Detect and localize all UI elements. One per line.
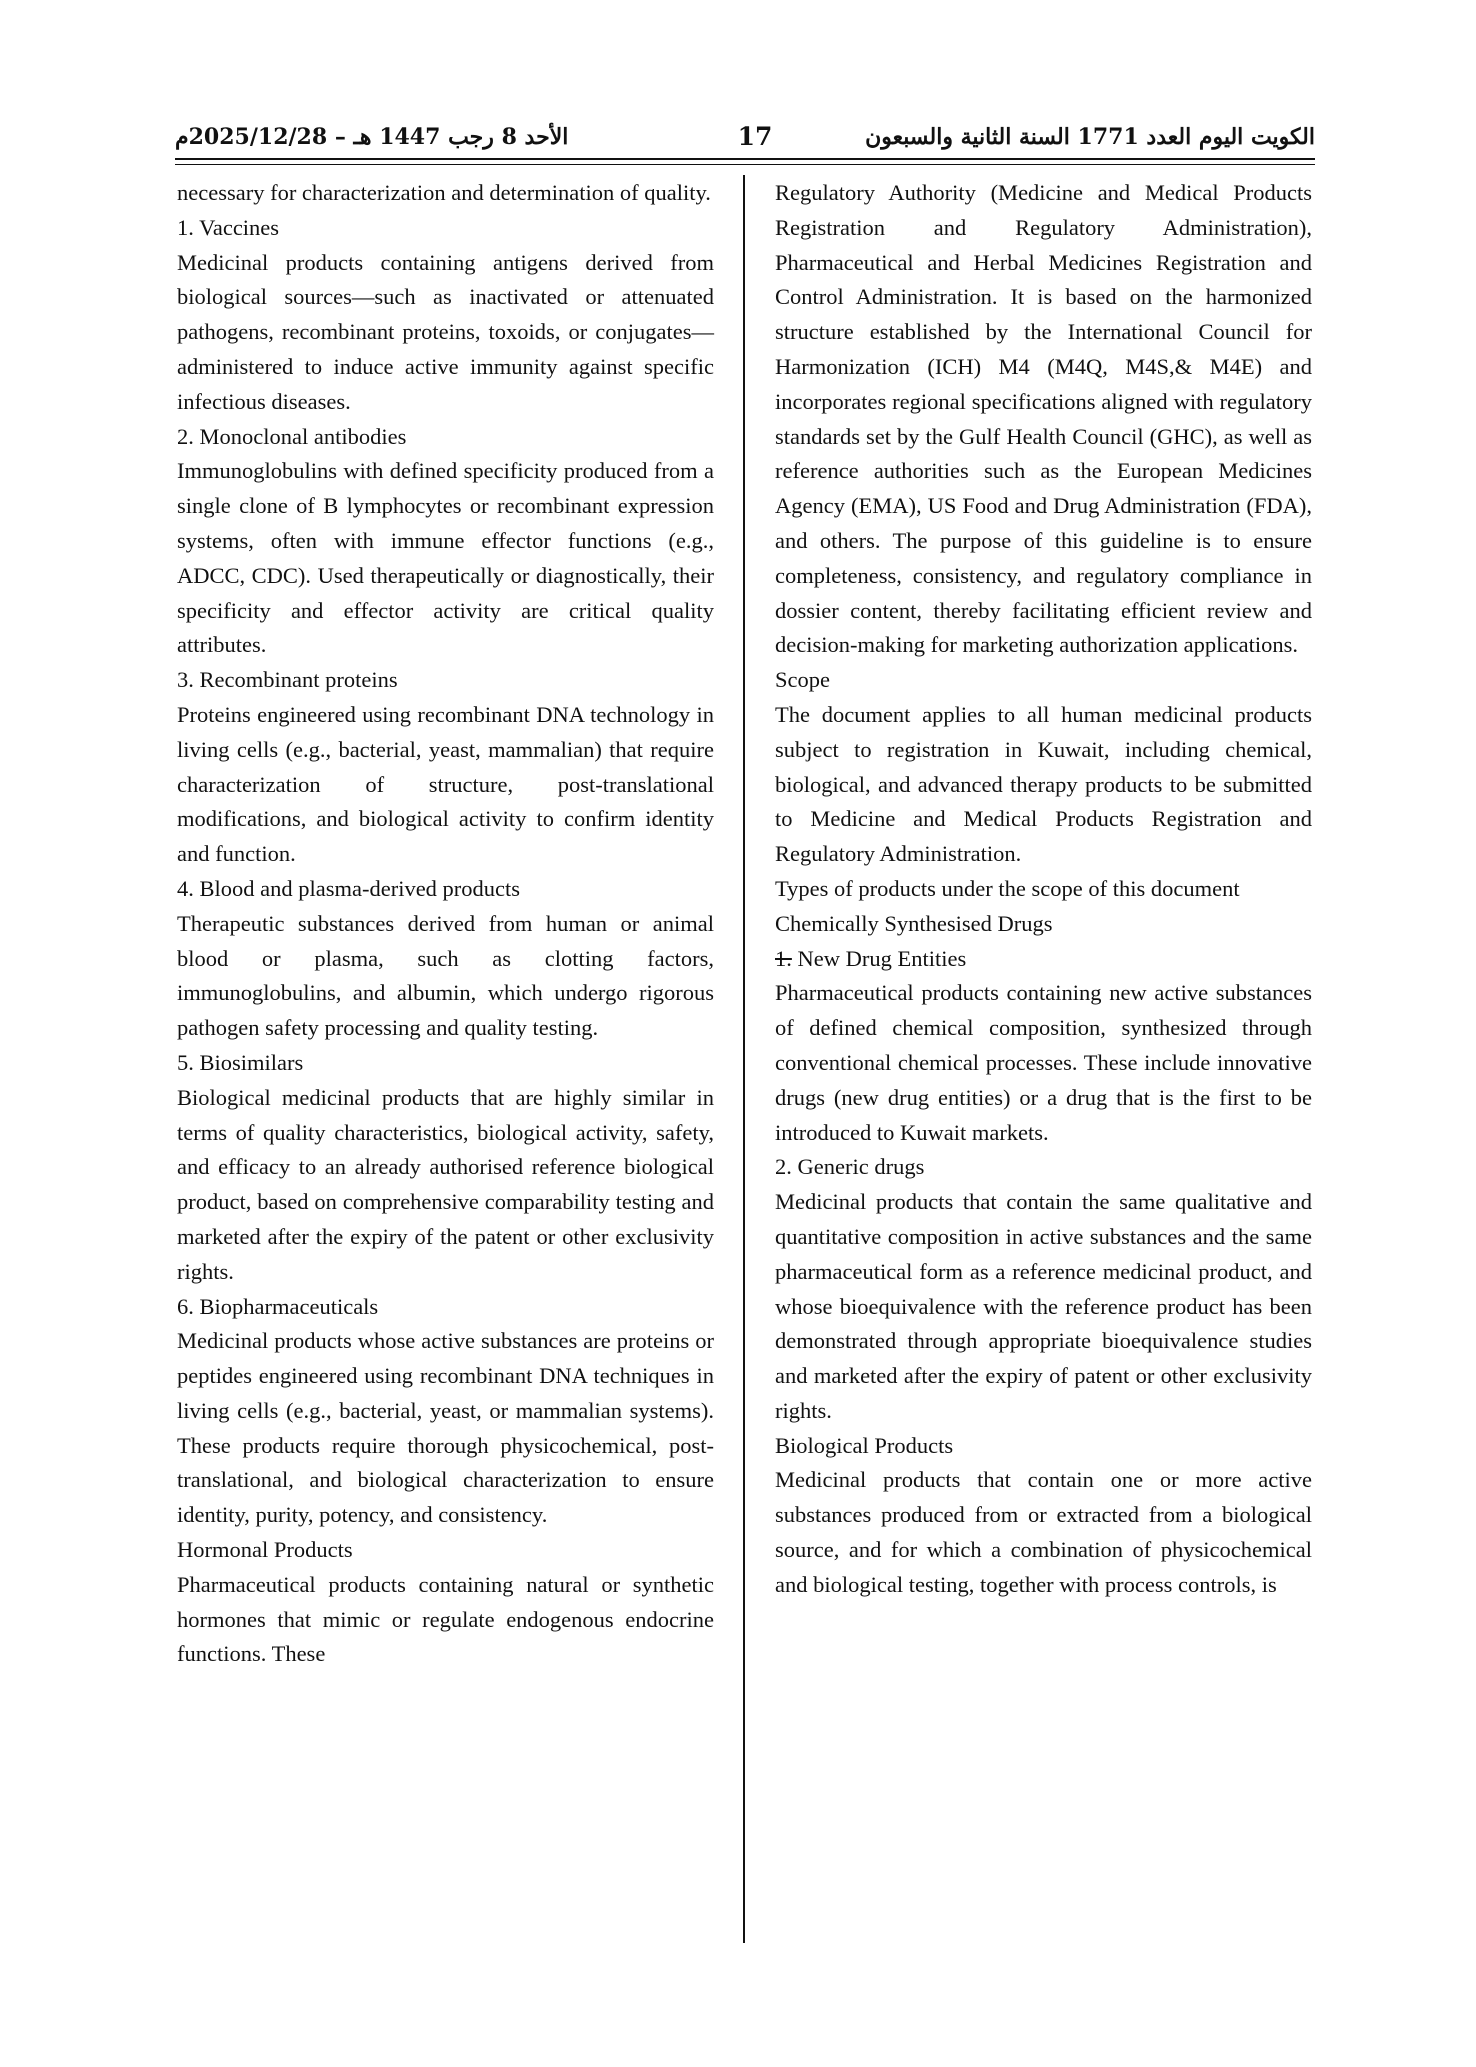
header-rule-thin (175, 164, 1315, 165)
paragraph: Therapeutic substances derived from human or animal blood or plasma, such as clotting factors, immunoglobulins, and albumin, which undergo rigorous pathogen safety processing and quality testing. (177, 910, 714, 1041)
header-rule-thick (175, 158, 1315, 160)
paragraph: Regulatory Authority (Medicine and Medical Products Registration and Regulatory Administration), Pharmaceutical and Herbal Medicines Registration and Control Administration. It is based on the harmonized structure established by the International Council for Harmonization (ICH) M4 (M4Q, M4S,& M4E) and incorporates regional specifications aligned with regulatory standards set by the Gulf Health Council (GHC), as well as reference authorities such as the European Medicines Agency (EMA), US Food and Drug Administration (FDA), and others. The purpose of this guideline is to ensure completeness, consistency, and regulatory compliance in dossier content, thereby facilitating efficient review and decision-making for marketing authorization applications. (775, 180, 1312, 658)
section-heading: 2. Generic drugs (775, 1154, 925, 1180)
section-heading: Scope (775, 667, 830, 693)
paragraph: The document applies to all human medicinal products subject to registration in Kuwait, including chemical, biological, and advanced therapy products to be submitted to Medicine and Medical Products Registration and Regulatory Administration. (775, 701, 1312, 867)
page-header (175, 120, 1315, 154)
page-number: 17 (737, 122, 773, 151)
section-heading: Hormonal Products (177, 1537, 353, 1563)
paragraph: Biological medicinal products that are highly similar in terms of quality characteristics, biological activity, safety, and efficacy to an already authorised reference biological product, based on comprehensive comparability testing and marketed after the expiry of the patent or other exclusivity rights. (177, 1084, 714, 1284)
header-publication: الكويت اليوم العدد 1771 السنة الثانية والسبعون (865, 124, 1315, 150)
section-heading (775, 942, 1312, 977)
header-date: الأحد 8 رجب 1447 هـ – 2025/12/28م (175, 124, 569, 150)
paragraph: Medicinal products that contain one or more active substances produced from or extracted from a biological source, and for which a combination of physicochemical and biological testing, together with process controls, is (775, 1467, 1312, 1597)
column-divider (743, 175, 745, 1943)
paragraph: Medicinal products that contain the same qualitative and quantitative composition in active substances and the same pharmaceutical form as a reference medicinal product, and whose bioequivalence with the reference product has been demonstrated through appropriate bioequivalence studies and marketed after the expiry of patent or other exclusivity rights. (775, 1189, 1312, 1423)
section-heading: Biological Products (775, 1432, 954, 1458)
section-heading: 4. Blood and plasma-derived products (177, 875, 521, 901)
section-heading: 3. Recombinant proteins (177, 667, 398, 693)
paragraph: Types of products under the scope of this document (775, 875, 1240, 901)
paragraph: Medicinal products whose active substances are proteins or peptides engineered using recombinant DNA techniques in living cells (e.g., bacterial, yeast, or mammalian systems). These products require thorough physicochemical, post-translational, and biological characterization to ensure identity, purity, potency, and consistency. (177, 1328, 714, 1528)
section-heading: Chemically Synthesised Drugs (775, 910, 1053, 936)
section-heading: 6. Biopharmaceuticals (177, 1293, 379, 1319)
paragraph: Medicinal products containing antigens derived from biological sources—such as inactivated or attenuated pathogens, recombinant proteins, toxoids, or conjugates—administered to induce active immunity against specific infectious diseases. (177, 249, 714, 414)
paragraph: Immunoglobulins with defined specificity produced from a single clone of B lymphocytes or recombinant expression systems, often with immune effector functions (e.g., ADCC, CDC). Used therapeutically or diagnostically, their specificity and effector activity are critical quality attributes. (177, 458, 714, 658)
paragraph: Proteins engineered using recombinant DNA technology in living cells (e.g., bacterial, yeast, mammalian) that require characterization of structure, post-translational modifications, and biological activity to confirm identity and function. (177, 701, 714, 867)
struck-number: 1. (775, 945, 792, 971)
section-heading: 5. Biosimilars (177, 1049, 304, 1075)
paragraph: necessary for characterization and determination of quality. (177, 180, 711, 205)
paragraph: Pharmaceutical products containing natural or synthetic hormones that mimic or regulate endogenous endocrine functions. These (177, 1571, 714, 1667)
section-heading: 1. Vaccines (177, 214, 280, 240)
paragraph: Pharmaceutical products containing new active substances of defined chemical composition, synthesized through conventional chemical processes. These include innovative drugs (new drug entities) or a drug that is the first to be introduced to Kuwait markets. (775, 980, 1312, 1145)
section-heading: 2. Monoclonal antibodies (177, 423, 407, 449)
right-column (775, 176, 1312, 1603)
heading-text: New Drug Entities (797, 945, 967, 971)
left-column (177, 176, 714, 1672)
